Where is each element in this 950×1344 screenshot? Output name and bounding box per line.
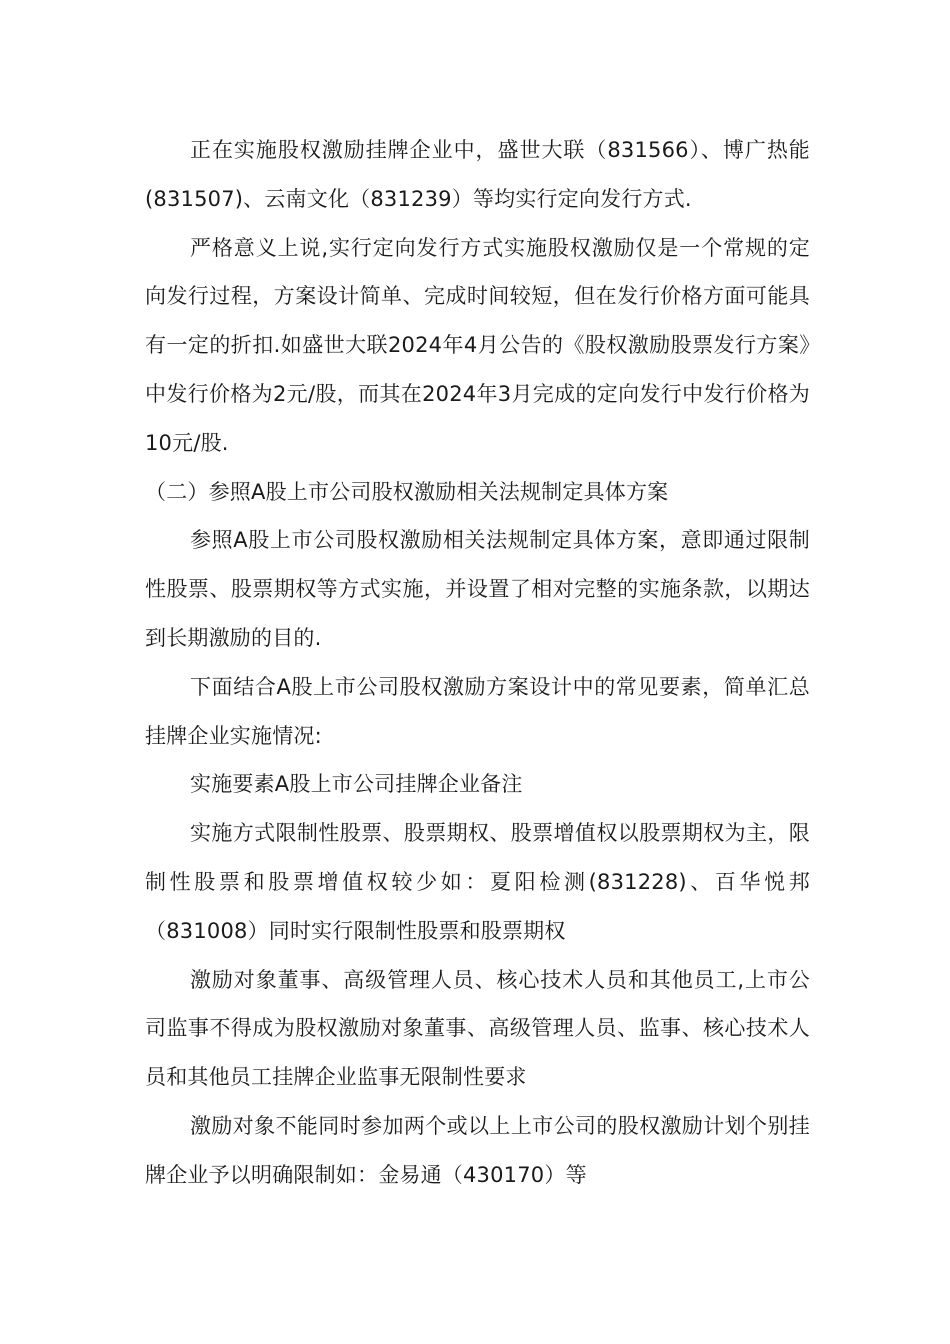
paragraph-implementation-method: 实施方式限制性股票、股票期权、股票增值权以股票期权为主，限制性股票和股票增值权较少如：夏阳检测(831228)、百华悦邦（831008）同时实行限制性股票和股票期权 xyxy=(145,821,810,943)
paragraph-target-restriction: 激励对象不能同时参加两个或以上上市公司的股权激励计划个别挂牌企业予以明确限制如：金易通（430170）等 xyxy=(145,1113,810,1187)
paragraph-incentive-targets: 激励对象董事、高级管理人员、核心技术人员和其他员工,上市公司监事不得成为股权激励对象董事、高级管理人员、监事、核心技术人员和其他员工挂牌企业监事无限制性要求 xyxy=(145,967,810,1090)
paragraph-a-share-scheme: 参照A股上市公司股权激励相关法规制定具体方案，意即通过限制性股票、股票期权等方式实施，并设置了相对完整的实施条款，以期达到长期激励的目的. xyxy=(145,528,810,650)
paragraph-directed-issuance-examples: 正在实施股权激励挂牌企业中，盛世大联（831566）、博广热能(831507)、云南文化（831239）等均实行定向发行方式. xyxy=(145,138,810,211)
section-heading-2: （二）参照A股上市公司股权激励相关法规制定具体方案 xyxy=(145,479,669,504)
paragraph-summary-intro: 下面结合A股上市公司股权激励方案设计中的常见要素，简单汇总挂牌企业实施情况: xyxy=(145,674,810,748)
paragraph-directed-issuance-discount: 严格意义上说,实行定向发行方式实施股权激励仅是一个常规的定向发行过程，方案设计简单、完成时间较短，但在发行价格方面可能具有一定的折扣.如盛世大联2024年4月公告的《股权激励股票发行方案》中发行价格为2元/股，而其在2024年3月完成的定向发行中发行价格为10元/股. xyxy=(145,235,810,455)
document-body xyxy=(145,126,810,1200)
paragraph-table-header: 实施要素A股上市公司挂牌企业备注 xyxy=(190,772,523,797)
